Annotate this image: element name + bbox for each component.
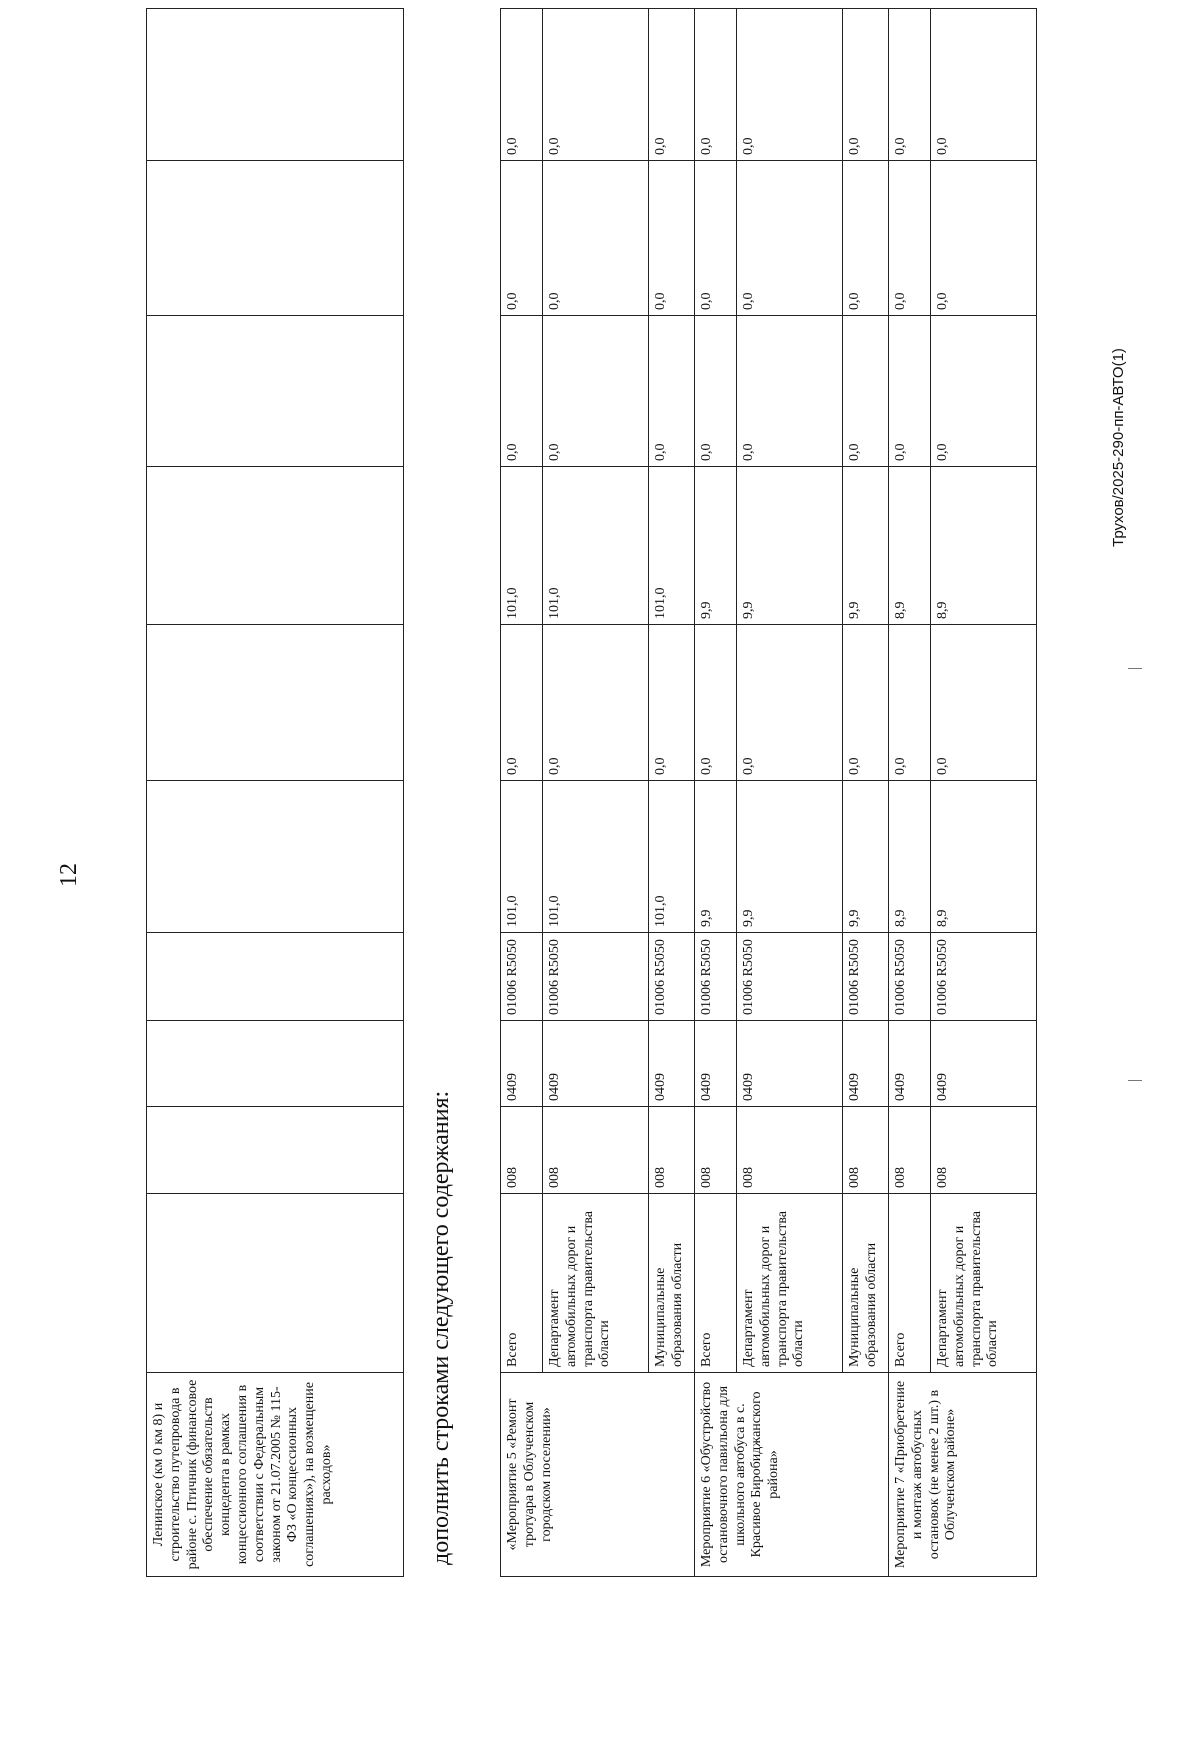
table-row <box>501 9 543 1577</box>
value-cell: 0,0 <box>649 161 695 316</box>
value-cell: 0,0 <box>695 316 737 467</box>
value-cell: 0,0 <box>543 316 649 467</box>
value-cell: 0,0 <box>843 625 889 781</box>
value-cell: 8,9 <box>889 467 931 625</box>
code-section: 0409 <box>737 1021 843 1107</box>
table-row <box>737 9 843 1577</box>
value-cell: 0,0 <box>737 9 843 161</box>
document-code: Трухов/2025-290-пп-АВТО(1) <box>1110 348 1127 547</box>
value-cell: 0,0 <box>695 9 737 161</box>
value-cell: 0,0 <box>695 161 737 316</box>
value-cell: 0,0 <box>501 625 543 781</box>
funding-source: Муниципальные образования области <box>649 1194 695 1373</box>
value-cell: 8,9 <box>931 467 1037 625</box>
value-cell: 0,0 <box>737 161 843 316</box>
code-target: 01006 R5050 <box>543 933 649 1021</box>
code-section: 0409 <box>843 1021 889 1107</box>
value-cell: 0,0 <box>931 161 1037 316</box>
code-section: 0409 <box>543 1021 649 1107</box>
code-section: 0409 <box>695 1021 737 1107</box>
code-grbs: 008 <box>843 1107 889 1194</box>
value-cell: 9,9 <box>737 467 843 625</box>
table-row <box>147 9 404 1577</box>
table-row <box>649 9 695 1577</box>
value-cell: 0,0 <box>843 161 889 316</box>
event-name: Мероприятие 6 «Обустройство остановочного павильона для школьного автобуса в с. Красивое Биробиджанского района» <box>695 1373 889 1577</box>
funding-source: Всего <box>695 1194 737 1373</box>
value-cell: 0,0 <box>543 625 649 781</box>
code-target: 01006 R5050 <box>931 933 1037 1021</box>
margin-mark <box>1128 1080 1142 1081</box>
value-cell: 101,0 <box>649 467 695 625</box>
code-target: 01006 R5050 <box>889 933 931 1021</box>
value-cell: 101,0 <box>501 467 543 625</box>
value-cell: 9,9 <box>695 781 737 933</box>
code-grbs: 008 <box>889 1107 931 1194</box>
code-section: 0409 <box>889 1021 931 1107</box>
value-cell: 0,0 <box>889 625 931 781</box>
code-target: 01006 R5050 <box>843 933 889 1021</box>
value-cell: 0,0 <box>931 316 1037 467</box>
value-cell: 9,9 <box>737 781 843 933</box>
code-grbs: 008 <box>695 1107 737 1194</box>
code-section: 0409 <box>501 1021 543 1107</box>
code-grbs: 008 <box>649 1107 695 1194</box>
value-cell: 9,9 <box>843 467 889 625</box>
code-grbs: 008 <box>543 1107 649 1194</box>
code-target: 01006 R5050 <box>501 933 543 1021</box>
value-cell: 0,0 <box>931 625 1037 781</box>
event-description: Ленинское (км 0 км 8) и строительство путепровода в районе с. Птичник (финансовое обеспечение обязательств концедента в рамках концессионного соглашения в соответствии с Федеральным законом от 21.07.2005 № 115-ФЗ «О концессионных соглашениях»), на возмещение расходов» <box>147 1373 404 1577</box>
code-section: 0409 <box>931 1021 1037 1107</box>
table-row <box>843 9 889 1577</box>
table-row <box>889 9 931 1577</box>
code-target: 01006 R5050 <box>737 933 843 1021</box>
added-rows-table <box>500 8 1037 1577</box>
code-target: 01006 R5050 <box>649 933 695 1021</box>
margin-mark <box>1128 668 1142 669</box>
value-cell: 0,0 <box>843 316 889 467</box>
page-number: 12 <box>56 863 82 887</box>
value-cell: 0,0 <box>931 9 1037 161</box>
value-cell: 8,9 <box>889 781 931 933</box>
previous-table-fragment <box>146 8 404 1577</box>
value-cell: 0,0 <box>737 625 843 781</box>
value-cell: 9,9 <box>695 467 737 625</box>
value-cell: 101,0 <box>649 781 695 933</box>
funding-source: Всего <box>889 1194 931 1373</box>
table-row <box>931 9 1037 1577</box>
value-cell: 101,0 <box>501 781 543 933</box>
table-row <box>543 9 649 1577</box>
value-cell: 0,0 <box>889 9 931 161</box>
event-name: Мероприятие 7 «Приобретение и монтаж автобусных остановок (не менее 2 шт.) в Облученском районе» <box>889 1373 1037 1577</box>
funding-source: Департамент автомобильных дорог и транспорта правительства области <box>931 1194 1037 1373</box>
code-grbs: 008 <box>501 1107 543 1194</box>
value-cell: 0,0 <box>843 9 889 161</box>
value-cell: 101,0 <box>543 467 649 625</box>
code-grbs: 008 <box>931 1107 1037 1194</box>
value-cell: 0,0 <box>501 9 543 161</box>
funding-source: Всего <box>501 1194 543 1373</box>
value-cell: 0,0 <box>649 625 695 781</box>
table-row <box>695 9 737 1577</box>
value-cell: 0,0 <box>501 161 543 316</box>
value-cell: 101,0 <box>543 781 649 933</box>
code-target: 01006 R5050 <box>695 933 737 1021</box>
value-cell: 0,0 <box>649 9 695 161</box>
funding-source: Муниципальные образования области <box>843 1194 889 1373</box>
event-name: «Мероприятие 5 «Ремонт тротуара в Облученском городском поселении» <box>501 1373 695 1577</box>
code-grbs: 008 <box>737 1107 843 1194</box>
value-cell: 9,9 <box>843 781 889 933</box>
value-cell: 8,9 <box>931 781 1037 933</box>
value-cell: 0,0 <box>543 161 649 316</box>
funding-source: Департамент автомобильных дорог и транспорта правительства области <box>543 1194 649 1373</box>
value-cell: 0,0 <box>501 316 543 467</box>
value-cell: 0,0 <box>737 316 843 467</box>
value-cell: 0,0 <box>543 9 649 161</box>
value-cell: 0,0 <box>695 625 737 781</box>
funding-source: Департамент автомобильных дорог и транспорта правительства области <box>737 1194 843 1373</box>
code-section: 0409 <box>649 1021 695 1107</box>
value-cell: 0,0 <box>649 316 695 467</box>
section-heading: дополнить строками следующего содержания: <box>428 1090 454 1565</box>
value-cell: 0,0 <box>889 161 931 316</box>
value-cell: 0,0 <box>889 316 931 467</box>
